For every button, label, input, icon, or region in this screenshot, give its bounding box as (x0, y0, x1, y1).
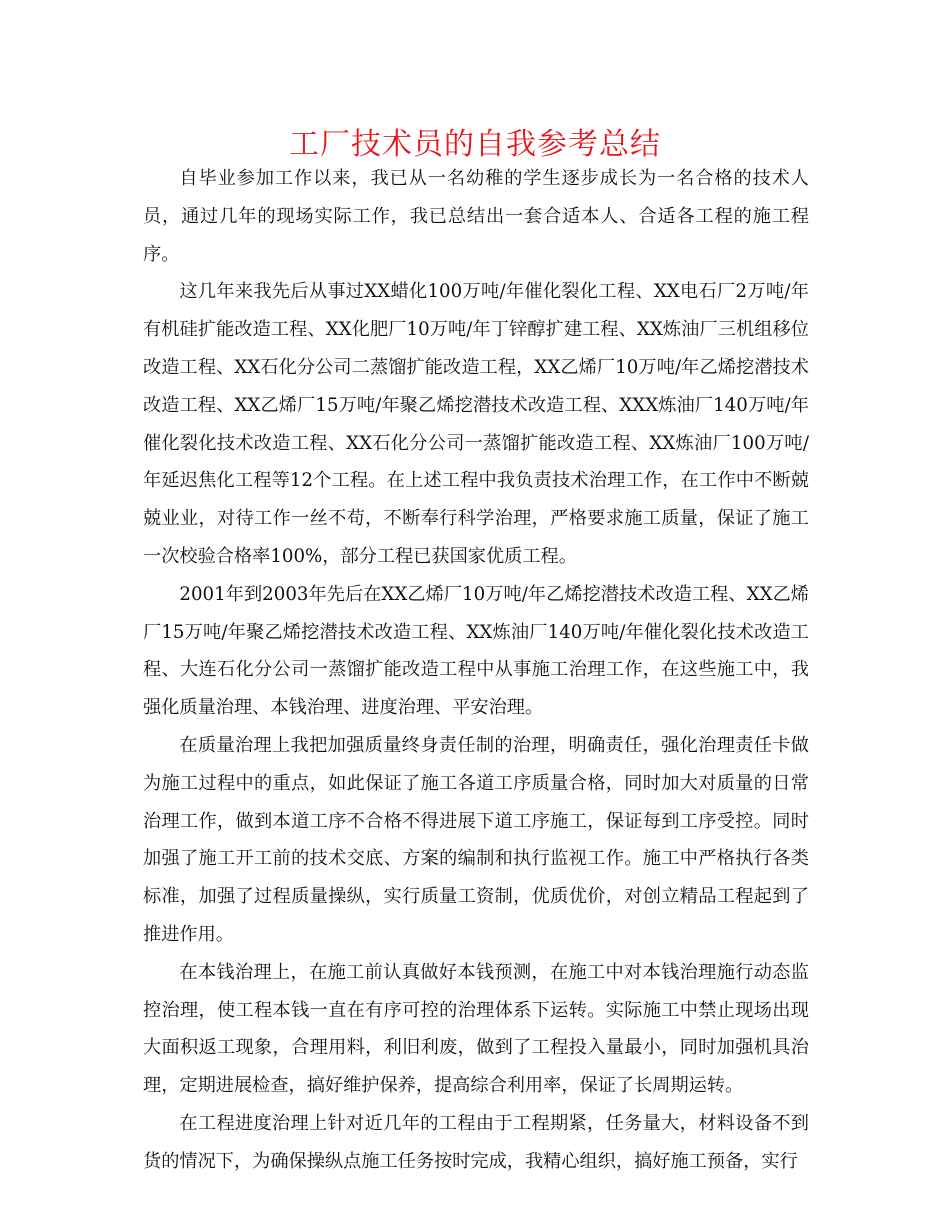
paragraph-quality-management: 在质量治理上我把加强质量终身责任制的治理，明确责任，强化治理责任卡做为施工过程中的重点，如此保证了施工各道工序质量合格，同时加大对质量的日常治理工作，做到本道工序不合格不得进展下道工序施工，保证每到工序受控。同时加强了施工开工前的技术交底、方案的编制和执行监视工作。施工中严格执行各类标准，加强了过程质量操纵，实行质量工资制，优质优价，对创立精品工程起到了推进作用。 (143, 734, 809, 945)
paragraph-projects: 这几年来我先后从事过XX蜡化100万吨/年催化裂化工程、XX电石厂2万吨/年有机硅扩能改造工程、XX化肥厂10万吨/年丁锌醇扩建工程、XX炼油厂三机组移位改造工程、XX石化分公司二蒸馏扩能改造工程，XX乙烯厂10万吨/年乙烯挖潜技术改造工程、XX乙烯厂15万吨/年聚乙烯挖潜技术改造工程、XXX炼油厂140万吨/年催化裂化技术改造工程、XX石化分公司一蒸馏扩能改造工程、XX炼油厂100万吨/年延迟焦化工程等12个工程。在上述工程中我负责技术治理工作，在工作中不断兢兢业业，对待工作一丝不苟，不断奉行科学治理，严格要求施工质量，保证了施工一次校验合格率100%，部分工程已获国家优质工程。 (143, 281, 809, 567)
paragraph-cost-management: 在本钱治理上，在施工前认真做好本钱预测，在施工中对本钱治理施行动态监控治理，使工程本钱一直在有序可控的治理体系下运转。实际施工中禁止现场出现大面积返工现象，合理用料，利旧利废，做到了工程投入量最小，同时加强机具治理，定期进展检查，搞好维护保养，提高综合利用率，保证了长周期运转。 (143, 961, 809, 1097)
paragraph-intro: 自毕业参加工作以来，我已从一名幼稚的学生逐步成长为一名合格的技术人员，通过几年的现场实际工作，我已总结出一套合适本人、合适各工程的施工程序。 (143, 168, 809, 265)
document-title: 工厂技术员的自我参考总结 (289, 127, 661, 162)
document-body (143, 160, 809, 1181)
paragraph-2001-2003: 2001年到2003年先后在XX乙烯厂10万吨/年乙烯挖潜技术改造工程、XX乙烯厂15万吨/年聚乙烯挖潜技术改造工程、XX炼油厂140万吨/年催化裂化技术改造工程、大连石化分公司一蒸馏扩能改造工程中从事施工治理工作，在这些施工中，我强化质量治理、本钱治理、进度治理、平安治理。 (143, 583, 809, 719)
paragraph-schedule-management: 在工程进度治理上针对近几年的工程由于工程期紧，任务量大，材料设备不到货的情况下，为确保操纵点施工任务按时完成，我精心组织，搞好施工预备，实行 (143, 1112, 809, 1172)
